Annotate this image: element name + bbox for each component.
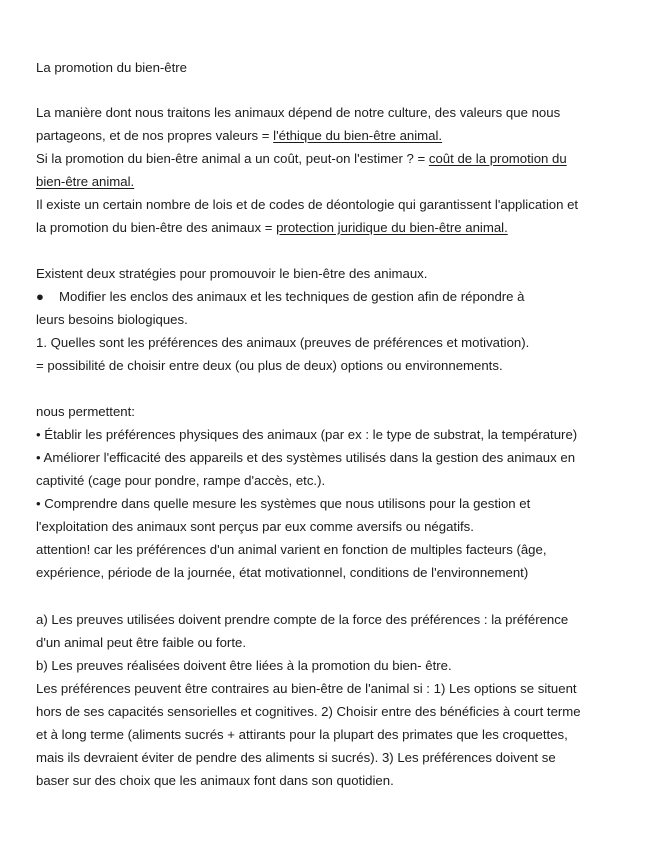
text-line: l'exploitation des animaux sont perçus par eux comme aversifs ou négatifs. (36, 519, 474, 534)
text-line: baser sur des choix que les animaux font dans son quotidien. (36, 773, 394, 788)
bullet-line (36, 289, 525, 305)
text-line: et à long terme (aliments sucrés + attirants pour la plupart des primates que les croquettes, (36, 727, 568, 742)
text-line (36, 174, 134, 190)
text-line: • Améliorer l'efficacité des appareils et des systèmes utilisés dans la gestion des animaux en (36, 450, 576, 465)
text-span: partageons, et de nos propres valeurs = (36, 128, 274, 143)
text-line: attention! car les préférences d'un animal varient en fonction de multiples facteurs (âge, (36, 542, 547, 557)
underlined-term: coût de la promotion du (428, 151, 567, 166)
text-line: hors de ses capacités sensorielles et cognitives. 2) Choisir entre des bénéficies à court terme (36, 704, 581, 719)
text-line: mais ils devraient éviter de pendre des aliments si sucrés). 3) Les préférences doivent se (36, 750, 556, 765)
underlined-term: l'éthique du bien-être animal. (273, 128, 443, 143)
text-line: La manière dont nous traitons les animaux dépend de notre culture, des valeurs que nous (36, 105, 561, 120)
text-line: Existent deux stratégies pour promouvoir le bien-être des animaux. (36, 266, 428, 281)
text-span: Si la promotion du bien-être animal a un coût, peut-on l'estimer ? = (36, 151, 429, 166)
text-line: b) Les preuves réalisées doivent être liées à la promotion du bien- être. (36, 658, 452, 673)
text-line: = possibilité de choisir entre deux (ou plus de deux) options ou environnements. (36, 358, 503, 373)
text-span: la promotion du bien-être des animaux = (36, 220, 277, 235)
underlined-term: bien-être animal. (36, 174, 135, 189)
text-line (36, 128, 442, 144)
bullet-icon: ● (36, 289, 44, 304)
text-line: Les préférences peuvent être contraires au bien-être de l'animal si : 1) Les options se situent (36, 681, 577, 696)
text-line (36, 220, 508, 236)
text-line: expérience, période de la journée, état motivationnel, conditions de l'environnement) (36, 565, 529, 580)
text-line: leurs besoins biologiques. (36, 312, 188, 327)
underlined-term: protection juridique du bien-être animal. (276, 220, 508, 235)
text-span: Modifier les enclos des animaux et les techniques de gestion afin de répondre à (59, 289, 525, 304)
text-line: • Établir les préférences physiques des animaux (par ex : le type de substrat, la température) (36, 427, 578, 442)
document-title: La promotion du bien-être (36, 60, 188, 75)
text-line: d'un animal peut être faible ou forte. (36, 635, 246, 650)
text-line: nous permettent: (36, 404, 135, 419)
text-line: a) Les preuves utilisées doivent prendre compte de la force des préférences : la préférence (36, 612, 569, 627)
text-line: • Comprendre dans quelle mesure les systèmes que nous utilisons pour la gestion et (36, 496, 531, 511)
text-line: Il existe un certain nombre de lois et de codes de déontologie qui garantissent l'application et (36, 197, 579, 212)
text-line: 1. Quelles sont les préférences des animaux (preuves de préférences et motivation). (36, 335, 530, 350)
text-line (36, 151, 567, 167)
text-line: captivité (cage pour pondre, rampe d'accès, etc.). (36, 473, 326, 488)
